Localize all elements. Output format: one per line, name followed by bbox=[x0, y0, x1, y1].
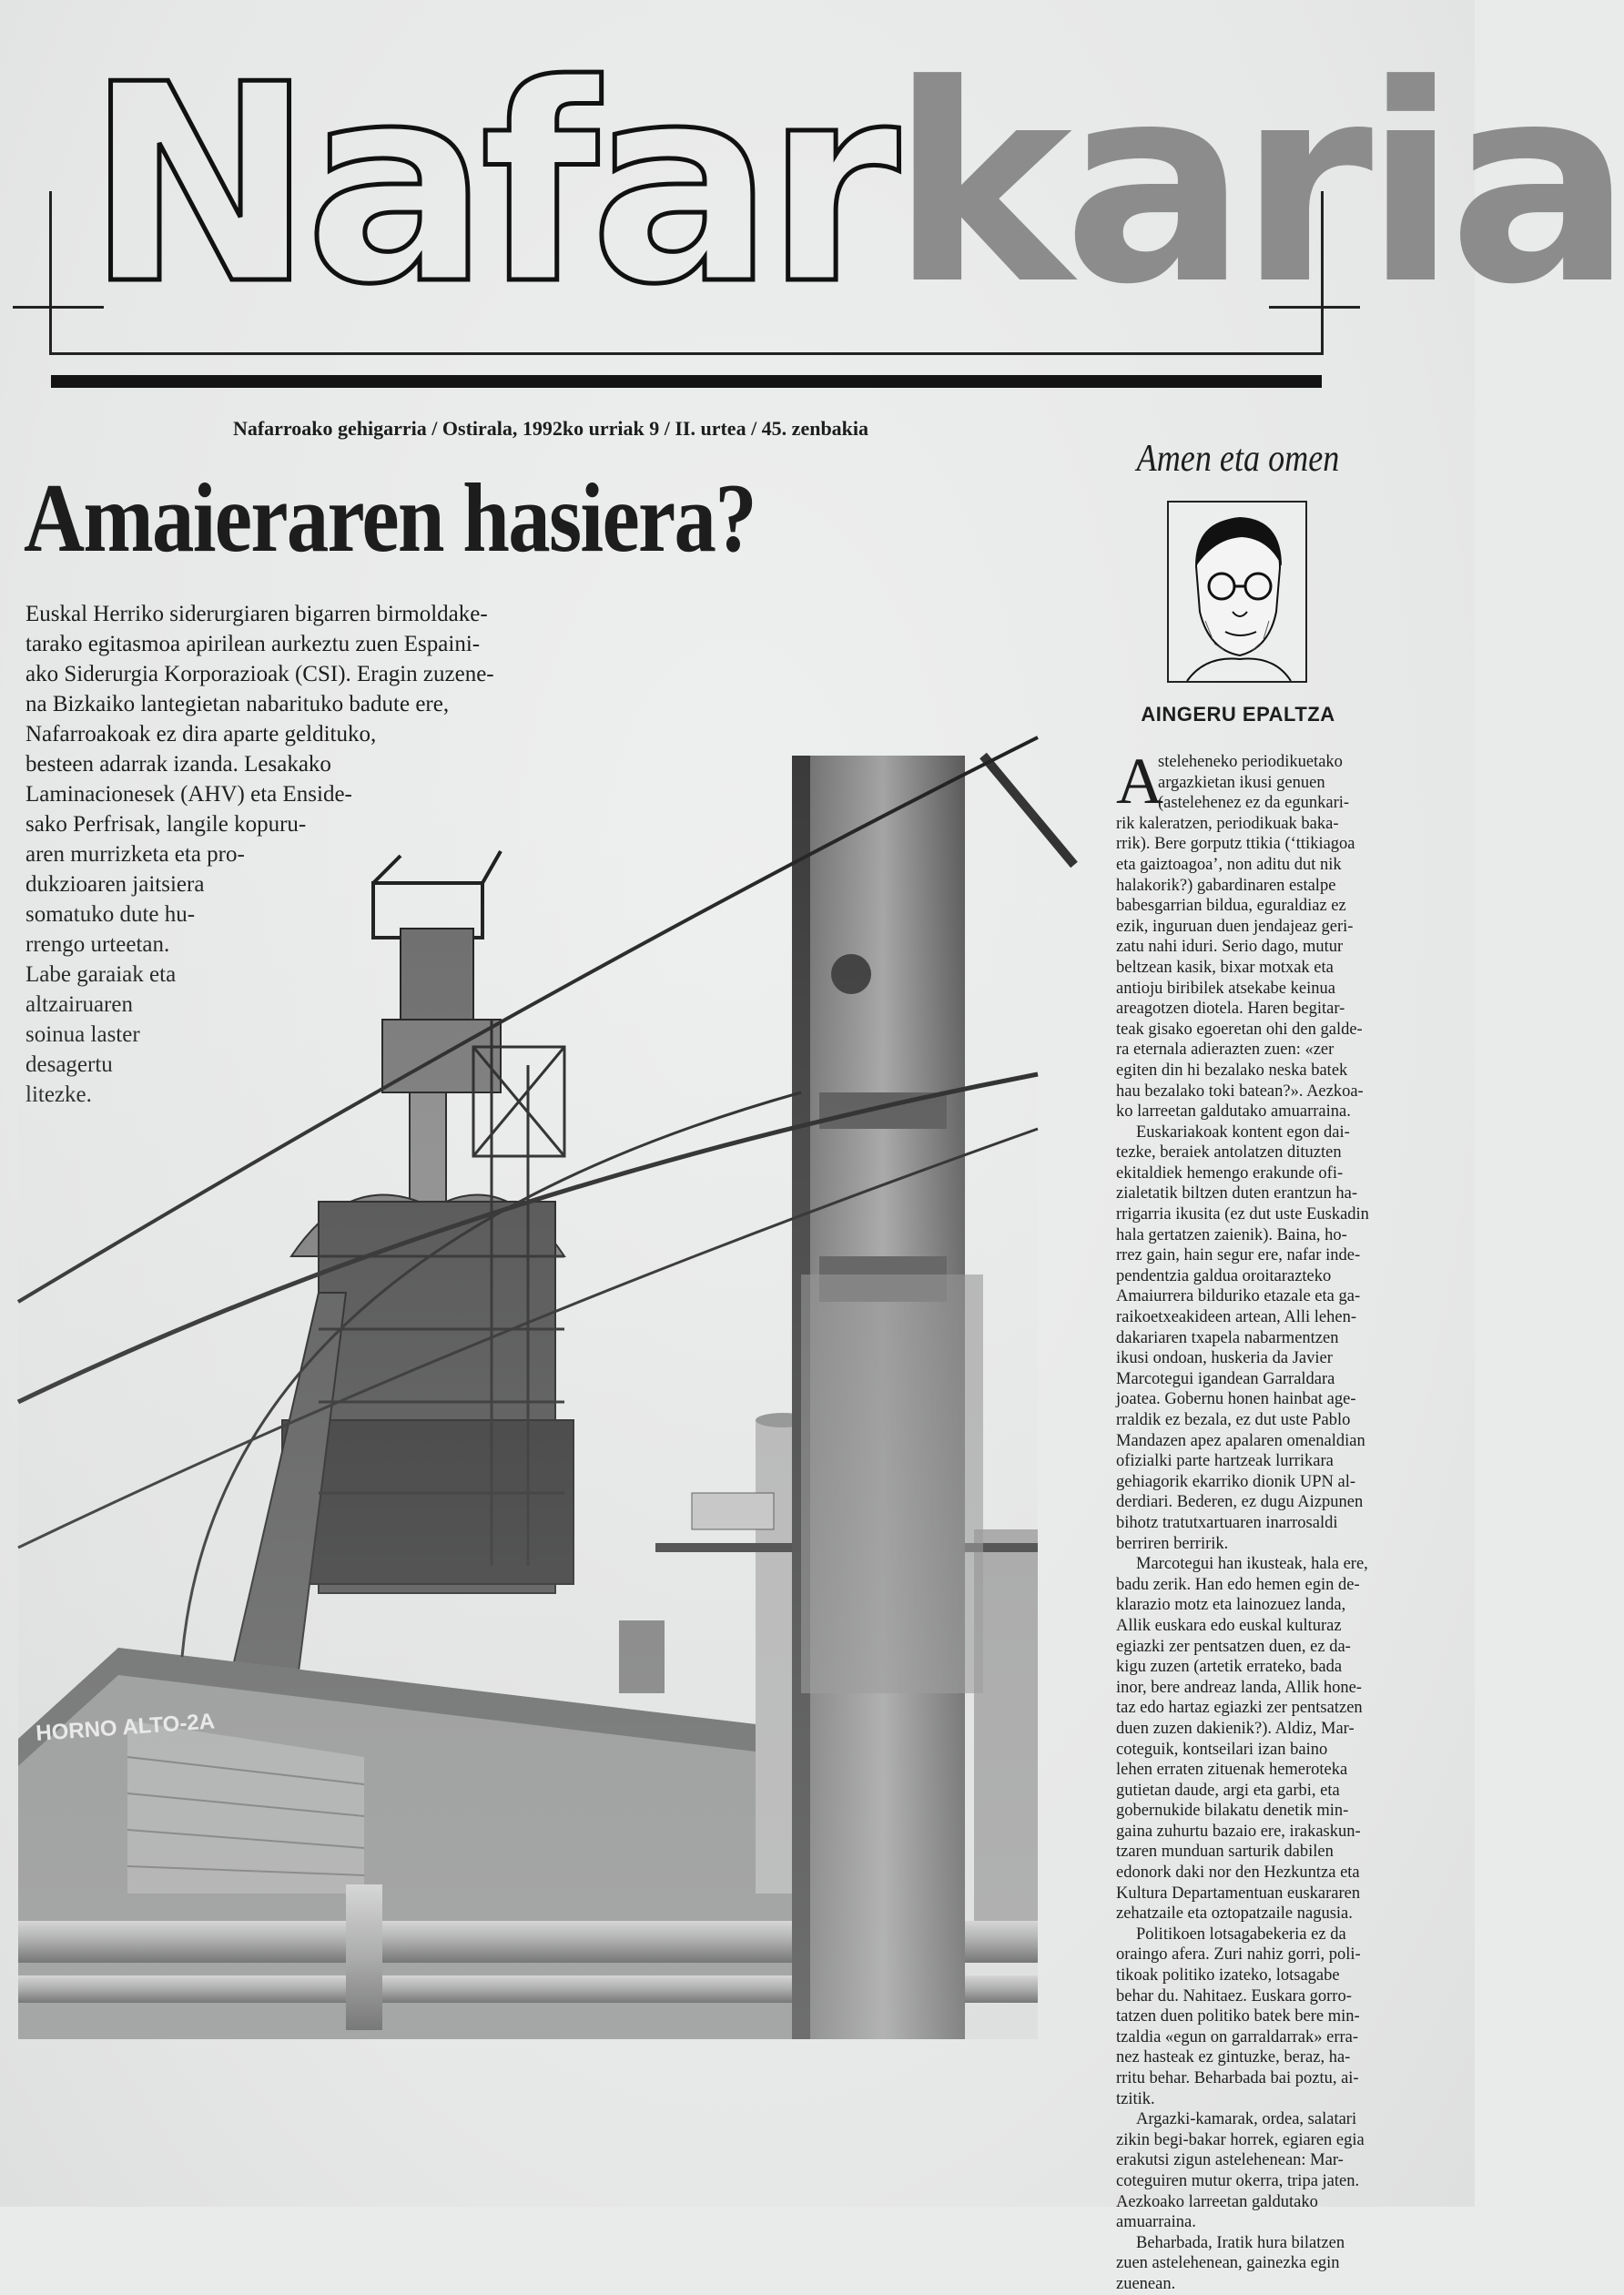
column-line: teak gisako egoeretan ohi den galde- bbox=[1116, 1020, 1363, 1039]
column-line: ra eternala adierazten zuen: «zer bbox=[1116, 1041, 1335, 1060]
column-line: gaina zuhurtu bazaio ere, irakaskun- bbox=[1116, 1822, 1361, 1841]
lead-line: soinua laster bbox=[25, 1022, 140, 1047]
column-text bbox=[1116, 752, 1369, 2295]
lead-line: ako Siderurgia Korporazioak (CSI). Eragin zuzene- bbox=[25, 662, 494, 686]
lead-line: dukzioaren jaitsiera bbox=[25, 872, 205, 897]
column-line: gobernukide bilakatu denetik min- bbox=[1116, 1802, 1349, 1821]
author-name: AINGERU EPALTZA bbox=[1141, 703, 1335, 726]
steel-mill-photo bbox=[18, 746, 1038, 2039]
column-line: behar du. Nahitaez. Euskara gorro- bbox=[1116, 1986, 1352, 2006]
column-line: tzitik. bbox=[1116, 2089, 1155, 2108]
lead-line: Nafarroakoak ez dira aparte geldituko, bbox=[25, 722, 377, 746]
column-line: ezik, inguruan duen jendajeaz geri- bbox=[1116, 917, 1354, 936]
lead-line: Euskal Herriko siderurgiaren bigarren birmoldake- bbox=[25, 602, 488, 626]
column-line: ko larreetan galdutako amuarraina. bbox=[1116, 1102, 1351, 1122]
masthead-title-dark: Nafar bbox=[86, 26, 891, 344]
column-line: dakariaren txapela nabarmentzen bbox=[1116, 1328, 1339, 1347]
column-line: ekitaldiek hemengo erakunde ofi- bbox=[1116, 1163, 1344, 1183]
column-line: rrigarria ikusita (ez dut uste Euskadin bbox=[1116, 1205, 1369, 1224]
column-line: zatu nahi iduri. Serio dago, mutur bbox=[1116, 938, 1344, 957]
column-line: zikin begi-bakar horrek, egiaren egia bbox=[1116, 2130, 1365, 2149]
column-line: tzaldia «egun on garraldarrak» erra- bbox=[1116, 2027, 1359, 2046]
column-line: lehen erraten zituenak hemeroteka bbox=[1116, 1761, 1348, 1780]
lead-line: somatuko dute hu- bbox=[25, 902, 196, 927]
column-line: rik kaleratzen, periodikuak baka- bbox=[1116, 814, 1339, 833]
column-line: rrez gain, hain segur ere, nafar inde- bbox=[1116, 1246, 1361, 1265]
masthead-rule bbox=[51, 375, 1322, 388]
column-line: nez hasteak ez gintuzke, beraz, ha- bbox=[1116, 2048, 1351, 2067]
column-line: Allik euskara edo euskal kulturaz bbox=[1116, 1616, 1342, 1635]
column-line: beltzean kasik, bixar motxak eta bbox=[1116, 958, 1334, 977]
drop-cap: A bbox=[1116, 745, 1163, 817]
column-line: joatea. Gobernu honen hainbat age- bbox=[1116, 1390, 1356, 1409]
column-line: taz edo hartaz egiazki zer pentsatzen bbox=[1116, 1699, 1363, 1718]
column-line: Marcotegui igandean Garraldara bbox=[1116, 1369, 1335, 1388]
column-line: babesgarrian bildua, eguraldiaz ez bbox=[1116, 897, 1346, 916]
column-line: amuarraina. bbox=[1116, 2213, 1196, 2232]
column-line: areagotzen diotela. Haren begitar- bbox=[1116, 1000, 1345, 1019]
furnace-sign: HORNO ALTO-2A bbox=[35, 1709, 216, 1746]
column-line: zialetatik biltzen duten erantzun ha- bbox=[1116, 1184, 1358, 1203]
column-line: rraldik ez bezala, ez dut uste Pablo bbox=[1116, 1411, 1351, 1429]
lead-line: na Bizkaiko lantegietan nabarituko badute ere, bbox=[25, 692, 450, 716]
lead-line: litezke. bbox=[25, 1082, 92, 1107]
column-line: bihotz tratutxartuaren inarrosaldi bbox=[1116, 1513, 1338, 1532]
column-line: tzaren munduan sarturik dabilen bbox=[1116, 1843, 1334, 1862]
column-line: Amaiurrera bilduriko etazale eta ga- bbox=[1116, 1287, 1361, 1306]
column-line: zuen astelehenean, gainezka egin bbox=[1116, 2254, 1340, 2273]
column-line: erakutsi zigun astelehenean: Mar- bbox=[1116, 2151, 1344, 2170]
column-line: hala gertatzen zaienik). Baina, ho- bbox=[1116, 1225, 1347, 1244]
column-line: tezke, beraiek antolatzen dituzten bbox=[1116, 1143, 1342, 1163]
masthead-title-grey: karia bbox=[890, 26, 1624, 344]
lead-line: tarako egitasmoa apirilean aurkeztu zuen Espaini- bbox=[25, 632, 481, 656]
column-line: hau bezalako toki batean?». Aezkoa- bbox=[1116, 1081, 1364, 1101]
column-line: egiten din hi bezalako neska batek bbox=[1116, 1061, 1348, 1080]
column-line: Argazki-kamarak, ordea, salatari bbox=[1136, 2110, 1357, 2129]
column-line: raikoetxeakideen artean, Alli lehen- bbox=[1116, 1308, 1357, 1327]
column-line: zehatzaile eta oztopatzaile nagusia. bbox=[1116, 1904, 1353, 1924]
lead-line: aren murrizketa eta pro- bbox=[25, 842, 245, 867]
column-line: edonork daki nor den Hezkuntza eta bbox=[1116, 1863, 1360, 1883]
column-title: Amen eta omen bbox=[1136, 438, 1340, 480]
column-line: oraingo afera. Zuri nahiz gorri, poli- bbox=[1116, 1945, 1361, 1965]
column-line: argazkietan ikusi genuen bbox=[1158, 773, 1325, 792]
column-line: eta gaiztoagoa’, non aditu dut nik bbox=[1116, 855, 1342, 874]
masthead-title bbox=[86, 26, 1624, 344]
column-line: gehiagorik ekarriko dionik UPN al- bbox=[1116, 1472, 1356, 1491]
column-line: egiazki zer pentsatzen duen, ez da- bbox=[1116, 1637, 1351, 1656]
author-portrait bbox=[1167, 501, 1307, 683]
column-line: Beharbada, Iratik hura bilatzen bbox=[1136, 2233, 1345, 2252]
lead-line: sako Perfrisak, langile kopuru- bbox=[25, 812, 307, 837]
masthead bbox=[49, 26, 1624, 355]
lead-line: rrengo urteetan. bbox=[25, 932, 170, 957]
column-line: tatzen duen politiko batek bere min- bbox=[1116, 2007, 1360, 2026]
column-line: coteguik, kontseilari izan baino bbox=[1116, 1740, 1328, 1759]
column-line: Kultura Departamentuan euskararen bbox=[1116, 1884, 1361, 1903]
column-line: duen zuzen dakienik?). Aldiz, Mar- bbox=[1116, 1719, 1355, 1738]
column-line: rrik). Bere gorputz ttikia (‘ttikiagoa bbox=[1116, 835, 1355, 854]
column-line: ofizialki parte hartzeak lurrikara bbox=[1116, 1452, 1334, 1471]
column-line: antioju biribilek atsekabe keinua bbox=[1116, 979, 1335, 998]
column-line: Marcotegui han ikusteak, hala ere, bbox=[1136, 1555, 1368, 1574]
column-line: coteguiren mutur okerra, tripa jaten. bbox=[1116, 2171, 1360, 2190]
column-line: steleheneko periodikuetako bbox=[1158, 753, 1343, 771]
column-line: gutietan daude, argi eta garbi, eta bbox=[1116, 1781, 1340, 1800]
headline: Amaieraren hasiera? bbox=[24, 464, 756, 573]
column-line: Aezkoako larreetan galdutako bbox=[1116, 2192, 1318, 2211]
column-line: kigu zuzen (artetik errateko, bada bbox=[1116, 1658, 1343, 1677]
column-line: pendentzia galdua oroitarazteko bbox=[1116, 1266, 1332, 1285]
lead-line: Laminacionesek (AHV) eta Enside- bbox=[25, 782, 352, 807]
column-line: inor, bere andreaz landa, Allik hone- bbox=[1116, 1678, 1362, 1697]
column-line: badu zerik. Han edo hemen egin de- bbox=[1116, 1575, 1360, 1594]
column-line: derdiari. Bederen, ez dugu Aizpunen bbox=[1116, 1493, 1364, 1512]
column-line: halakorik?) gabardinaren estalpe bbox=[1116, 876, 1336, 895]
column-line: Euskariakoak kontent egon dai- bbox=[1136, 1122, 1350, 1142]
column-line: berriren berririk. bbox=[1116, 1534, 1229, 1553]
column-line: Mandazen apez apalaren omenaldian bbox=[1116, 1431, 1365, 1450]
column-line: Politikoen lotsagabekeria ez da bbox=[1136, 1924, 1346, 1944]
lead-line: Labe garaiak eta bbox=[25, 962, 177, 987]
lead-line: desagertu bbox=[25, 1052, 113, 1077]
column-line: zuenean. bbox=[1116, 2274, 1176, 2293]
column-line: rritu behar. Beharbada bai poztu, ai- bbox=[1116, 2069, 1359, 2087]
issue-line: Nafarroako gehigarria / Ostirala, 1992ko urriak 9 / II. urtea / 45. zenbakia bbox=[232, 417, 869, 440]
column-line: ikusi ondoan, huskeria da Javier bbox=[1116, 1349, 1333, 1368]
lead-line: altzairuaren bbox=[25, 992, 133, 1017]
column-line: klarazio motz eta lainozuez landa, bbox=[1116, 1596, 1346, 1615]
column-line: (astelehenez ez da egunkari- bbox=[1158, 794, 1350, 813]
column-line: tikoak politiko izateko, lotsagabe bbox=[1116, 1966, 1340, 1985]
lead-line: besteen adarrak izanda. Lesakako bbox=[25, 752, 331, 777]
